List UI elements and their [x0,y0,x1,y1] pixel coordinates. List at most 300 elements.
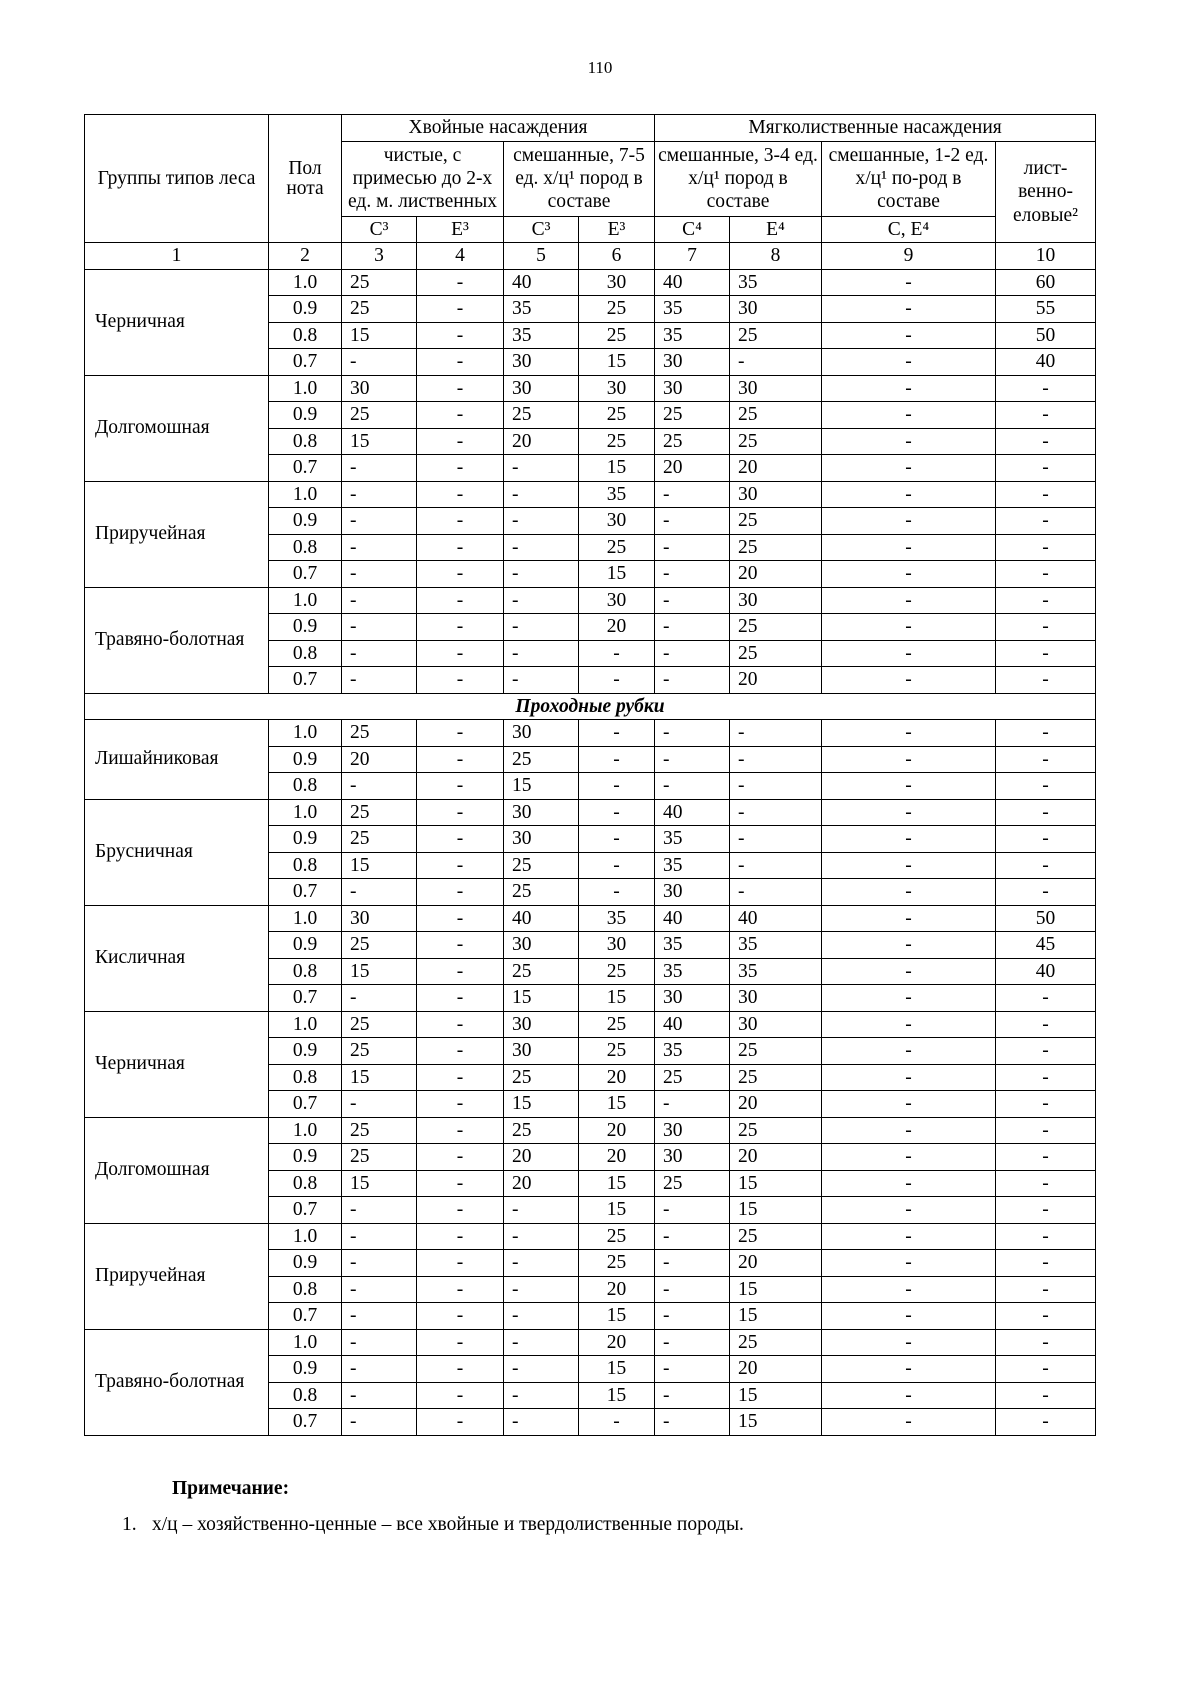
value-cell: - [417,428,504,455]
value-cell: 30 [730,296,822,323]
density-cell: 1.0 [269,1329,342,1356]
value-cell: - [579,826,655,853]
density-cell: 0.9 [269,614,342,641]
value-cell: - [822,322,996,349]
value-cell: - [996,746,1096,773]
value-cell: - [822,1011,996,1038]
value-cell: - [579,879,655,906]
value-cell: - [996,508,1096,535]
density-cell: 0.9 [269,1144,342,1171]
forest-group-name: Приручейная [85,481,269,587]
column-number: 7 [655,243,730,270]
value-cell: - [822,1144,996,1171]
value-cell: - [342,985,417,1012]
column-number: 4 [417,243,504,270]
value-cell: - [417,534,504,561]
value-cell: 15 [342,428,417,455]
density-cell: 0.8 [269,1170,342,1197]
density-cell: 0.7 [269,1303,342,1330]
value-cell: - [417,1329,504,1356]
value-cell: 30 [655,375,730,402]
value-cell: - [996,1303,1096,1330]
value-cell: - [730,720,822,747]
value-cell: 35 [655,932,730,959]
value-cell: 15 [730,1382,822,1409]
value-cell: 40 [655,799,730,826]
forest-group-name: Долгомошная [85,375,269,481]
density-cell: 1.0 [269,720,342,747]
value-cell: 25 [579,402,655,429]
density-cell: 0.7 [269,1197,342,1224]
density-cell: 0.7 [269,349,342,376]
value-cell: 55 [996,296,1096,323]
value-cell: 25 [342,799,417,826]
value-cell: 25 [579,958,655,985]
value-cell: - [996,1197,1096,1224]
density-cell: 0.8 [269,958,342,985]
value-cell: 20 [655,455,730,482]
density-cell: 0.8 [269,773,342,800]
table-row [85,269,1096,296]
value-cell: - [822,402,996,429]
value-cell: 30 [504,1038,579,1065]
value-cell: - [730,773,822,800]
value-cell: - [417,1197,504,1224]
density-cell: 0.9 [269,1356,342,1383]
value-cell: - [417,1091,504,1118]
value-cell: 20 [730,1144,822,1171]
value-cell: - [342,667,417,694]
value-cell: 20 [504,1144,579,1171]
header-density: Пол нота [269,115,342,243]
value-cell: - [579,667,655,694]
value-cell: 40 [655,905,730,932]
density-cell: 0.8 [269,1276,342,1303]
value-cell: 25 [504,879,579,906]
value-cell: - [996,1356,1096,1383]
value-cell: 35 [655,1038,730,1065]
value-cell: 25 [342,1038,417,1065]
value-cell: 35 [655,852,730,879]
value-cell: - [417,905,504,932]
value-cell: 40 [730,905,822,932]
value-cell: 50 [996,905,1096,932]
value-cell: - [996,879,1096,906]
value-cell: - [655,587,730,614]
value-cell: 20 [579,1064,655,1091]
value-cell: 30 [655,985,730,1012]
value-cell: - [996,587,1096,614]
density-cell: 1.0 [269,905,342,932]
forest-group-name: Долгомошная [85,1117,269,1223]
value-cell: 30 [655,1117,730,1144]
forest-thinning-table [84,114,1096,1436]
value-cell: 25 [579,428,655,455]
table-row [85,720,1096,747]
value-cell: - [342,561,417,588]
value-cell: - [417,614,504,641]
note-item [122,1514,744,1536]
value-cell: - [417,720,504,747]
value-cell: - [504,1250,579,1277]
value-cell: - [417,1011,504,1038]
value-cell: - [822,481,996,508]
column-number: 1 [85,243,269,270]
value-cell: 25 [579,1250,655,1277]
value-cell: 40 [504,269,579,296]
value-cell: 45 [996,932,1096,959]
value-cell: - [822,1038,996,1065]
section-row [85,693,1096,720]
value-cell: - [822,1409,996,1436]
density-cell: 0.9 [269,296,342,323]
value-cell: 35 [730,269,822,296]
value-cell: - [417,879,504,906]
value-cell: 20 [730,1250,822,1277]
value-cell: - [655,667,730,694]
value-cell: - [822,667,996,694]
value-cell: - [822,799,996,826]
value-cell: - [504,1276,579,1303]
density-cell: 0.7 [269,667,342,694]
header-softwood: Мягколиственные насаждения [655,115,1096,142]
value-cell: - [822,1117,996,1144]
value-cell: - [417,1038,504,1065]
value-cell: 20 [342,746,417,773]
value-cell: 35 [579,481,655,508]
value-cell: - [417,455,504,482]
value-cell: - [504,1329,579,1356]
value-cell: - [579,1409,655,1436]
value-cell: 25 [504,1117,579,1144]
table-body [85,269,1096,1435]
value-cell: 15 [579,1356,655,1383]
value-cell: - [579,852,655,879]
value-cell: - [342,1250,417,1277]
value-cell: 40 [655,1011,730,1038]
value-cell: - [342,1091,417,1118]
value-cell: - [655,1091,730,1118]
value-cell: 25 [504,1064,579,1091]
density-cell: 0.7 [269,879,342,906]
value-cell: 25 [579,534,655,561]
value-cell: - [417,375,504,402]
value-cell: 30 [504,826,579,853]
value-cell: 60 [996,269,1096,296]
value-cell: - [504,1409,579,1436]
value-cell: - [655,508,730,535]
density-cell: 0.7 [269,1409,342,1436]
value-cell: 15 [579,561,655,588]
value-cell: 20 [579,1276,655,1303]
notes-title: Примечание: [172,1478,290,1499]
value-cell: 35 [730,932,822,959]
value-cell: - [417,296,504,323]
value-cell: - [504,1382,579,1409]
value-cell: - [655,720,730,747]
value-cell: - [730,349,822,376]
density-cell: 0.7 [269,561,342,588]
value-cell: - [417,1223,504,1250]
value-cell: - [504,561,579,588]
value-cell: 15 [342,852,417,879]
header-species: С³ [342,216,417,243]
table-row [85,1329,1096,1356]
forest-group-name: Брусничная [85,799,269,905]
table-row [85,1011,1096,1038]
value-cell: - [342,1356,417,1383]
column-number: 3 [342,243,417,270]
value-cell: 25 [655,1170,730,1197]
value-cell: 30 [342,375,417,402]
value-cell: - [417,640,504,667]
value-cell: 30 [655,1144,730,1171]
value-cell: 25 [579,1223,655,1250]
value-cell: - [996,667,1096,694]
value-cell: - [417,322,504,349]
value-cell: - [504,587,579,614]
value-cell: - [417,985,504,1012]
value-cell: - [822,932,996,959]
forest-group-name: Черничная [85,269,269,375]
value-cell: - [655,1197,730,1224]
value-cell: 25 [730,1329,822,1356]
value-cell: - [579,773,655,800]
value-cell: - [822,508,996,535]
value-cell: - [730,879,822,906]
value-cell: - [504,455,579,482]
density-cell: 1.0 [269,799,342,826]
value-cell: - [417,826,504,853]
value-cell: - [417,1170,504,1197]
header-species: С, Е⁴ [822,216,996,243]
value-cell: 40 [996,349,1096,376]
value-cell: - [996,534,1096,561]
column-number: 8 [730,243,822,270]
value-cell: 35 [655,322,730,349]
value-cell: - [342,349,417,376]
value-cell: 25 [579,1038,655,1065]
value-cell: 20 [579,614,655,641]
value-cell: - [822,640,996,667]
value-cell: 25 [504,746,579,773]
value-cell: - [417,481,504,508]
value-cell: 25 [730,1117,822,1144]
value-cell: 30 [579,932,655,959]
value-cell: 25 [730,322,822,349]
value-cell: 40 [996,958,1096,985]
forest-group-name: Приручейная [85,1223,269,1329]
value-cell: - [822,349,996,376]
value-cell: 15 [579,1303,655,1330]
value-cell: - [822,561,996,588]
value-cell: 30 [504,349,579,376]
value-cell: - [996,1091,1096,1118]
value-cell: - [417,1144,504,1171]
value-cell: - [342,1409,417,1436]
value-cell: - [417,1276,504,1303]
value-cell: 25 [579,322,655,349]
header-conifer: Хвойные насаждения [342,115,655,142]
value-cell: - [822,1091,996,1118]
density-cell: 0.7 [269,455,342,482]
value-cell: - [996,1064,1096,1091]
value-cell: 25 [655,1064,730,1091]
value-cell: - [996,402,1096,429]
value-cell: - [822,1223,996,1250]
value-cell: 35 [504,322,579,349]
value-cell: - [342,1329,417,1356]
value-cell: 15 [579,1382,655,1409]
value-cell: - [996,1011,1096,1038]
value-cell: 20 [730,455,822,482]
value-cell: - [655,1223,730,1250]
value-cell: 25 [342,1011,417,1038]
value-cell: 25 [342,932,417,959]
value-cell: - [342,534,417,561]
value-cell: - [822,614,996,641]
header-sub: чистые, с примесью до 2-х ед. м. лиственных [342,141,504,216]
value-cell: - [996,799,1096,826]
value-cell: - [996,640,1096,667]
value-cell: - [342,1303,417,1330]
value-cell: 15 [342,958,417,985]
table-row [85,799,1096,826]
value-cell: - [342,1197,417,1224]
density-cell: 0.8 [269,852,342,879]
density-cell: 0.9 [269,1038,342,1065]
column-number: 9 [822,243,996,270]
value-cell: 25 [504,958,579,985]
value-cell: 30 [579,508,655,535]
density-cell: 1.0 [269,481,342,508]
value-cell: - [996,1117,1096,1144]
value-cell: - [822,1356,996,1383]
value-cell: - [996,1223,1096,1250]
page-number: 110 [587,58,613,77]
density-cell: 0.8 [269,322,342,349]
value-cell: - [996,1038,1096,1065]
density-cell: 0.8 [269,428,342,455]
forest-group-name: Кисличная [85,905,269,1011]
value-cell: - [579,720,655,747]
value-cell: 15 [730,1197,822,1224]
value-cell: - [504,1303,579,1330]
table-row [85,1223,1096,1250]
value-cell: - [730,799,822,826]
value-cell: - [417,958,504,985]
header-species: Е⁴ [730,216,822,243]
value-cell: 25 [504,852,579,879]
value-cell: - [822,720,996,747]
value-cell: - [822,1170,996,1197]
value-cell: - [417,1250,504,1277]
value-cell: 15 [504,1091,579,1118]
value-cell: - [996,1276,1096,1303]
value-cell: - [579,640,655,667]
value-cell: - [996,561,1096,588]
value-cell: - [996,1329,1096,1356]
value-cell: 30 [730,481,822,508]
value-cell: - [417,1382,504,1409]
value-cell: 15 [579,1091,655,1118]
value-cell: 20 [730,561,822,588]
value-cell: 25 [655,402,730,429]
value-cell: 25 [579,296,655,323]
column-number: 6 [579,243,655,270]
value-cell: - [996,1409,1096,1436]
value-cell: - [417,667,504,694]
header-sub: смешанные, 3-4 ед. х/ц¹ пород в составе [655,141,822,216]
value-cell: 20 [579,1329,655,1356]
value-cell: - [822,269,996,296]
value-cell: - [504,614,579,641]
value-cell: - [996,614,1096,641]
value-cell: - [822,375,996,402]
value-cell: 35 [655,958,730,985]
value-cell: 30 [655,879,730,906]
header-sub: лист-венно-еловые² [996,141,1096,243]
value-cell: - [996,1382,1096,1409]
value-cell: 20 [504,428,579,455]
value-cell: - [822,1250,996,1277]
value-cell: - [342,587,417,614]
header-sub: смешанные, 1-2 ед. х/ц¹ по-род в составе [822,141,996,216]
value-cell: - [822,1382,996,1409]
table-row [85,1117,1096,1144]
density-cell: 1.0 [269,1011,342,1038]
density-cell: 1.0 [269,375,342,402]
value-cell: - [655,640,730,667]
value-cell: - [822,1303,996,1330]
value-cell: - [655,1356,730,1383]
value-cell: - [417,269,504,296]
value-cell: - [996,1250,1096,1277]
density-cell: 0.8 [269,1382,342,1409]
value-cell: - [655,614,730,641]
value-cell: 25 [730,534,822,561]
value-cell: 25 [730,402,822,429]
value-cell: 25 [504,402,579,429]
value-cell: - [417,561,504,588]
value-cell: - [417,799,504,826]
value-cell: - [417,1409,504,1436]
value-cell: - [342,879,417,906]
value-cell: 15 [504,773,579,800]
value-cell: 30 [730,1011,822,1038]
table-row [85,905,1096,932]
header-species: С³ [504,216,579,243]
value-cell: 30 [579,587,655,614]
value-cell: - [730,826,822,853]
value-cell: 25 [342,296,417,323]
section-title: Проходные рубки [85,693,1096,720]
value-cell: 25 [730,428,822,455]
value-cell: - [655,1276,730,1303]
value-cell: 20 [730,667,822,694]
value-cell: - [822,534,996,561]
value-cell: 30 [730,587,822,614]
table-row [85,375,1096,402]
density-cell: 1.0 [269,587,342,614]
value-cell: 30 [579,269,655,296]
density-cell: 0.7 [269,1091,342,1118]
value-cell: - [342,1223,417,1250]
value-cell: - [655,1382,730,1409]
column-number: 5 [504,243,579,270]
value-cell: 25 [342,1144,417,1171]
table-row [85,587,1096,614]
